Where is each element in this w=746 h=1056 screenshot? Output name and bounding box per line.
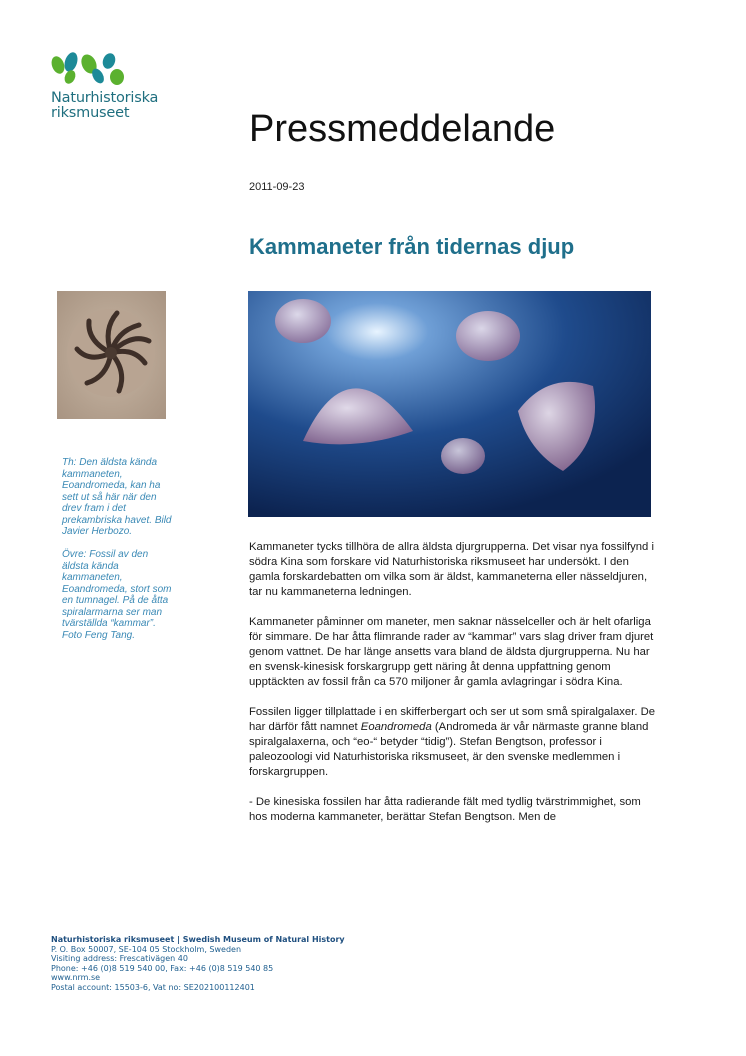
museum-logo: [51, 50, 171, 121]
paragraph-1: Kammaneter tycks tillhöra de allra äldsta djurgrupperna. Det visar nya fossilfynd i södra Kina som forskare vid Naturhistoriska riksmuseet har undersökt. I den gamla forskardebatten om vilka som är äldst, kammaneterna eller nässeldjuren, tar nu kammaneterna ledningen.: [249, 541, 654, 598]
footer-website-link[interactable]: www.nrm.se: [51, 973, 101, 983]
logo-line-2: riksmuseet: [51, 105, 130, 121]
footer-visiting: Visiting address: Frescativägen 40: [51, 954, 188, 964]
image-captions: [62, 457, 174, 653]
paragraph-3: Fossilen ligger tillplattade i en skifferbergart och ser ut som små spiralgalaxer. De har därför fått namnet Eoandromeda (Andromeda är vår närmaste granne bland spiralgalaxerna, och “eo-“ betyder “tidig”). Stefan Bengtson, professor i paleozoologi vid Naturhistoriska riksmuseet, är den svenske medlemmen i forskargruppen.: [249, 706, 656, 778]
footer: [51, 935, 451, 993]
fossil-caption: Övre: Fossil av den äldsta kända kammaneten, Eoandromeda, stort som en tumnagel. På de åtta spiralarmarna ser man tvärställda “kammar”. Foto Feng Tang.: [62, 549, 172, 641]
release-date: 2011-09-23: [249, 181, 305, 193]
footer-title: Naturhistoriska riksmuseet | Swedish Museum of Natural History: [51, 935, 345, 944]
headline: Kammaneter från tidernas djup: [249, 234, 575, 259]
document-title: Pressmeddelande: [249, 108, 556, 150]
footer-address: P. O. Box 50007, SE-104 05 Stockholm, Sweden: [51, 944, 242, 954]
hero-caption: Th: Den äldsta kända kammaneten, Eoandromeda, kan ha sett ut så här när den drev fram i det prekambriska havet. Bild Javier Herbozo.: [62, 457, 172, 537]
footer-phone: Phone: +46 (0)8 519 540 00, Fax: +46 (0)8 519 540 85: [51, 963, 274, 973]
paragraph-2: Kammaneter påminner om maneter, men saknar nässelceller och är helt ofarliga för simmare. De har åtta flimrande rader av “kammar” vars slag driver fram djuret genom vattnet. De har länge ansetts vara bland de äldsta djurgrupperna. Nu har en svensk-kinesisk forskargrupp gett näring åt denna uppfattning genom upptäckten av fossil från ca 570 miljoner år gamla avlagringar i södra Kina.: [249, 616, 654, 688]
footer-postal: Postal account: 15503-6, Vat no: SE202100112401: [51, 982, 255, 992]
fossil-photo: [57, 291, 166, 419]
paragraph-4: - De kinesiska fossilen har åtta radierande fält med tydlig tvärstrimmighet, som hos moderna kammaneter, berättar Stefan Bengtson. Men de: [249, 796, 641, 823]
nrm-logo-icon: [51, 50, 127, 86]
logo-line-1: Naturhistoriska: [51, 90, 159, 106]
hero-illustration: [248, 291, 651, 517]
article-body: [249, 540, 661, 840]
